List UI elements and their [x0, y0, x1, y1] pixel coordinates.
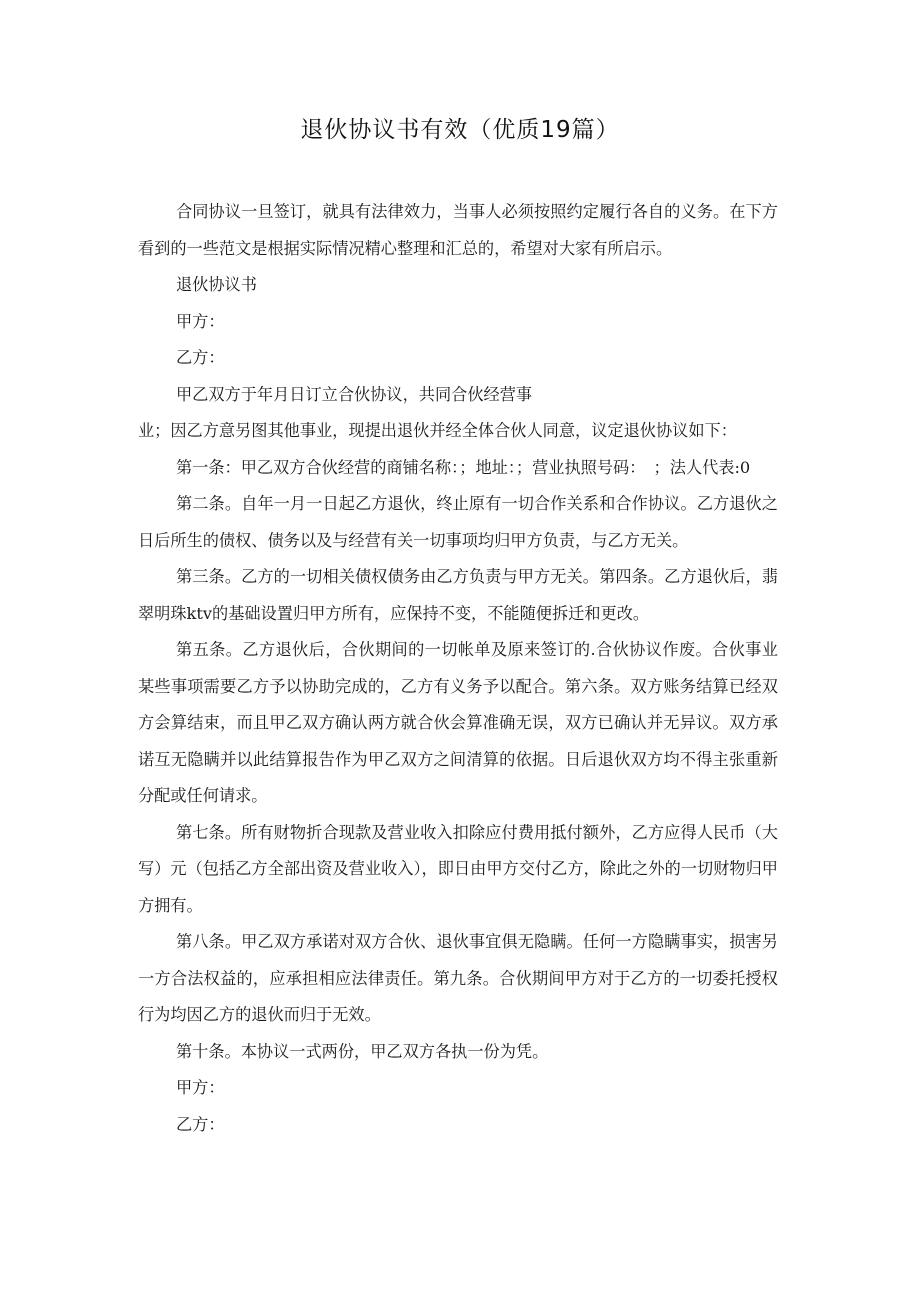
party-b-label-bottom: 乙方： [176, 1114, 225, 1134]
intro-paragraph: 合同协议一旦签订，就具有法律效力，当事人必须按照约定履行各自的义务。在下方看到的一些范文是根据实际情况精心整理和汇总的，希望对大家有所启示。 [138, 202, 778, 258]
party-a-label-bottom: 甲方： [176, 1078, 225, 1097]
preamble-line-1: 甲乙双方于年月日订立合伙协议，共同合伙经营事 [176, 384, 533, 404]
article-2: 第二条。自年一月一日起乙方退伙，终止原有一切合作关系和合作协议。乙方退伙之日后所生的债权、债务以及与经营有关一切事项均归甲方负责，与乙方无关。 [138, 494, 778, 550]
article-3-4: 第三条。乙方的一切相关债权债务由乙方负责与甲方无关。第四条。乙方退伙后，翡翠明珠ktv的基础设置归甲方所有，应保持不变，不能随便拆迁和更改。 [138, 567, 778, 623]
document-body [138, 194, 778, 1143]
article-8-9: 第八条。甲乙双方承诺对双方合伙、退伙事宜俱无隐瞒。任何一方隐瞒事实，损害另一方合法权益的，应承担相应法律责任。第九条。合伙期间甲方对于乙方的一切委托授权行为均因乙方的退伙而归于无效。 [138, 932, 778, 1024]
party-a-label-top: 甲方： [176, 311, 225, 331]
agreement-heading: 退伙协议书 [176, 275, 257, 294]
document-title: 退伙协议书有效（优质19篇） [300, 117, 620, 143]
article-10: 第十条。本协议一式两份，甲乙双方各执一份为凭。 [176, 1041, 549, 1061]
article-1: 第一条：甲乙双方合伙经营的商铺名称：；地址：；营业执照号码： ；法人代表:0 [176, 457, 751, 477]
preamble-line-2: 业；因乙方意另图其他事业，现提出退伙并经全体合伙人同意，议定退伙协议如下： [138, 421, 737, 440]
article-7: 第七条。所有财物折合现款及营业收入扣除应付费用抵付额外，乙方应得人民币（大写）元（包括乙方全部出资及营业收入），即日由甲方交付乙方，除此之外的一切财物归甲方拥有。 [138, 822, 778, 915]
party-b-label-top: 乙方： [176, 348, 225, 367]
article-5-6: 第五条。乙方退伙后，合伙期间的一切帐单及原来签订的.合伙协议作废。合伙事业某些事项需要乙方予以协助完成的，乙方有义务予以配合。第六条。双方账务结算已经双方会算结束，而且甲乙双方确认两方就合伙会算准确无误，双方已确认并无异议。双方承诺互无隐瞒并以此结算报告作为甲乙双方之间清算的依据。日后退伙双方均不得主张重新分配或任何请求。 [138, 640, 778, 805]
